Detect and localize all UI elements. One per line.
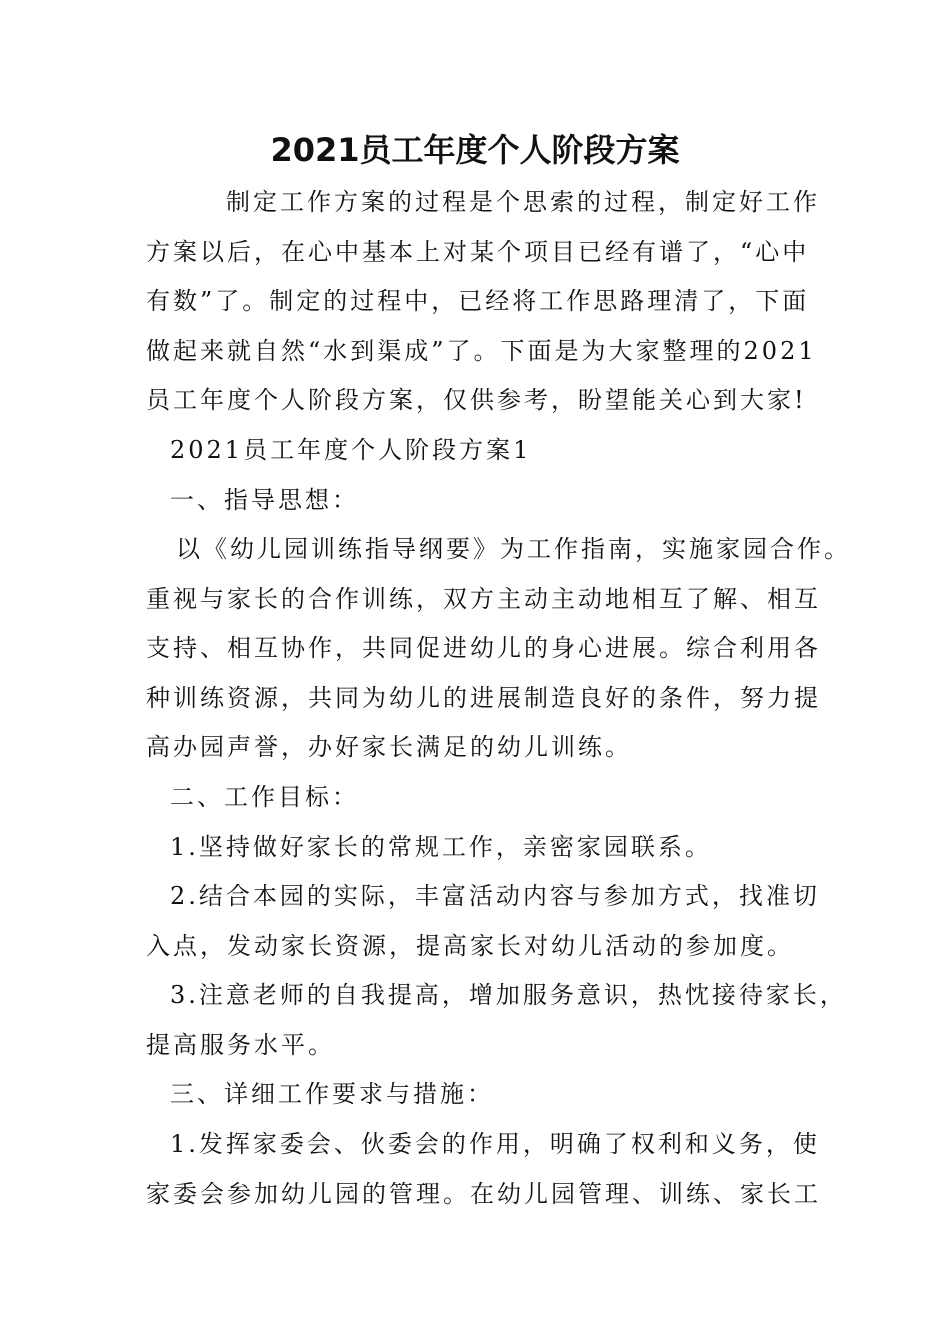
text-line: 做起来就自然“水到渠成”了。下面是为大家整理的2021 [146, 337, 817, 365]
text-line: 2.结合本园的实际，丰富活动内容与参加方式，找准切 [170, 882, 820, 910]
text-line: 高办园声誉，办好家长满足的幼儿训练。 [146, 733, 632, 761]
text-line: 重视与家长的合作训练，双方主动主动地相互了解、相互 [146, 585, 821, 613]
text-line: 方案以后，在心中基本上对某个项目已经有谱了，“心中 [146, 238, 810, 266]
text-line: 有数”了。制定的过程中，已经将工作思路理清了，下面 [146, 287, 810, 315]
text-line: 以《幼儿园训练指导纲要》为工作指南，实施家园合作。 [176, 535, 851, 563]
section-heading: 一、指导思想： [170, 486, 359, 514]
text-line: 员工年度个人阶段方案，仅供参考，盼望能关心到大家! [146, 386, 807, 414]
text-line: 种训练资源，共同为幼儿的进展制造良好的条件，努力提 [146, 684, 821, 712]
text-line: 制定工作方案的过程是个思索的过程，制定好工作 [226, 188, 820, 216]
section-heading: 二、工作目标： [170, 783, 359, 811]
text-line: 家委会参加幼儿园的管理。在幼儿园管理、训练、家长工 [146, 1180, 821, 1208]
text-line: 1.坚持做好家长的常规工作，亲密家园联系。 [170, 833, 712, 861]
text-line: 支持、相互协作，共同促进幼儿的身心进展。综合利用各 [146, 634, 821, 662]
text-line: 入点，发动家长资源，提高家长对幼儿活动的参加度。 [146, 932, 794, 960]
document-title: 2021员工年度个人阶段方案 [270, 131, 680, 169]
section-heading: 2021员工年度个人阶段方案1 [170, 436, 532, 464]
text-line: 1.发挥家委会、伙委会的作用，明确了权利和义务，使 [170, 1130, 820, 1158]
section-heading: 三、详细工作要求与措施： [170, 1080, 494, 1108]
text-line: 3.注意老师的自我提高，增加服务意识，热忱接待家长， [170, 981, 847, 1009]
text-line: 提高服务水平。 [146, 1031, 335, 1059]
